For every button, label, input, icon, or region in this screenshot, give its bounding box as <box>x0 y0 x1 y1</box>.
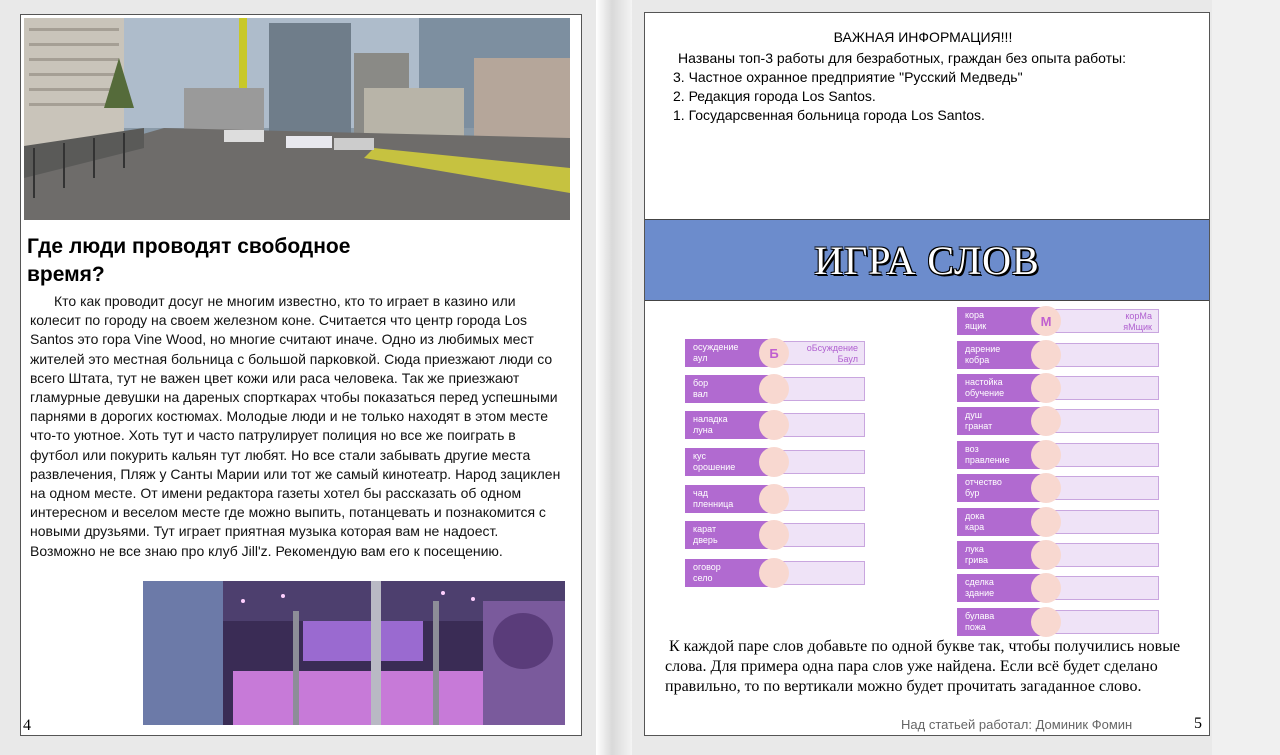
letter-circle[interactable] <box>759 558 789 588</box>
important-title: ВАЖНАЯ ИНФОРМАЦИЯ!!! <box>833 29 1013 45</box>
author-credit: Над статьей работал: Доминик Фомин <box>901 717 1133 732</box>
list-item: 2. Редакция города Los Santos. <box>673 88 876 104</box>
word-pair: дока кара <box>957 508 1045 536</box>
important-intro: Названы топ-3 работы для безработных, граждан без опыта работы: <box>678 50 1126 66</box>
club-interior-photo <box>143 581 565 725</box>
list-item: 1. Государсвенная больница города Los Santos. <box>673 107 985 123</box>
letter-circle[interactable]: М <box>1031 306 1061 336</box>
letter-circle[interactable] <box>759 374 789 404</box>
word-pair: лука грива <box>957 541 1045 569</box>
list-item: 3. Частное охранное предприятие "Русский Медведь" <box>673 69 1023 85</box>
letter-circle[interactable]: Б <box>759 338 789 368</box>
answer-field[interactable]: корМа яМщик <box>1047 309 1159 333</box>
answer-field[interactable] <box>1047 476 1159 500</box>
street-parking-photo <box>24 18 570 220</box>
letter-circle[interactable] <box>759 520 789 550</box>
answer-field[interactable] <box>1047 576 1159 600</box>
article-title: Где люди проводят свободное время? <box>27 235 351 286</box>
answer-field[interactable] <box>1047 510 1159 534</box>
letter-circle[interactable] <box>759 410 789 440</box>
letter-circle[interactable] <box>1031 340 1061 370</box>
word-pair: чад пленница <box>685 485 773 513</box>
background-margin <box>1212 0 1280 755</box>
important-info-block <box>673 28 1153 125</box>
word-pair: кус орошение <box>685 448 773 476</box>
word-pair: бор вал <box>685 375 773 403</box>
letter-circle[interactable] <box>759 447 789 477</box>
word-pair: воз правление <box>957 441 1045 469</box>
answer-field[interactable] <box>1047 376 1159 400</box>
word-pair: настойка обучение <box>957 374 1045 402</box>
letter-circle[interactable] <box>1031 440 1061 470</box>
letter-circle[interactable] <box>1031 607 1061 637</box>
right-page <box>644 12 1210 736</box>
word-pair: дарение кобра <box>957 341 1045 369</box>
letter-circle[interactable] <box>1031 406 1061 436</box>
game-banner <box>645 219 1209 301</box>
answer-field[interactable] <box>1047 409 1159 433</box>
letter-circle[interactable] <box>1031 540 1061 570</box>
answer-field[interactable] <box>1047 610 1159 634</box>
left-page <box>20 14 582 736</box>
game-instructions: К каждой паре слов добавьте по одной букве так, чтобы получились новые слова. Для примера одна пара слов уже найдена. Если всё будет сделано правильно, то по вертикали можно будет прочитать загаданное слово. <box>665 638 1181 695</box>
page-number: 4 <box>23 717 31 734</box>
word-pair: булава пожа <box>957 608 1045 636</box>
article-body: Кто как проводит досуг не многим известно, кто то играет в казино или колесит по городу на своем железном коне. Считается что центр города Los Santos это гора Vine Wood, но многие считают иначе. Одно из любимых мест жителей это местная больница с большой парковкой. Сюда приезжают люди со всего Штата, тут не важен цвет кожи или раса человека. Так же приезжают гламурные девушки на дареных спорткарах чтобы показаться перед успешными парнями в дорогих костюмах. Молодые люди и не только находят в этом месте что-то уютное. Хоть тут и часто патрулирует полиция но все же поиграть в футбол или покурить кальян тут любят. Но все стали забывать другие места развлечения, Пляж у Санты Марии или тот же самый кинотеатр. Народ зациклен на одном месте. От имени редактора газеты хотел бы рассказать об одном интересном и веселом месте где можно выпить, потанцевать и познакомится с новыми друзьями. Тут играет приятная музыка которая вам не надоест. Возможно не все знаю про клуб Jill'z. Рекомендую вам его к посещению. <box>30 293 561 559</box>
book-spine <box>596 0 632 755</box>
answer-field[interactable]: оБсуждение Баул <box>775 341 865 365</box>
answer-field[interactable] <box>1047 543 1159 567</box>
word-pair: осуждение аул <box>685 339 773 367</box>
letter-circle[interactable] <box>759 484 789 514</box>
answer-field[interactable] <box>1047 443 1159 467</box>
word-pair: оговор село <box>685 559 773 587</box>
letter-circle[interactable] <box>1031 473 1061 503</box>
word-pair: душ гранат <box>957 407 1045 435</box>
answer-field[interactable] <box>1047 343 1159 367</box>
word-pair: наладка луна <box>685 411 773 439</box>
game-title: ИГРА СЛОВ <box>814 237 1040 283</box>
page-number: 5 <box>1194 715 1202 732</box>
letter-circle[interactable] <box>1031 507 1061 537</box>
word-pair: кора ящик <box>957 307 1045 335</box>
word-pair: сделка здание <box>957 574 1045 602</box>
jobs-list <box>673 68 1153 125</box>
word-pair: отчество бур <box>957 474 1045 502</box>
letter-circle[interactable] <box>1031 373 1061 403</box>
letter-circle[interactable] <box>1031 573 1061 603</box>
word-pair: карат дверь <box>685 521 773 549</box>
